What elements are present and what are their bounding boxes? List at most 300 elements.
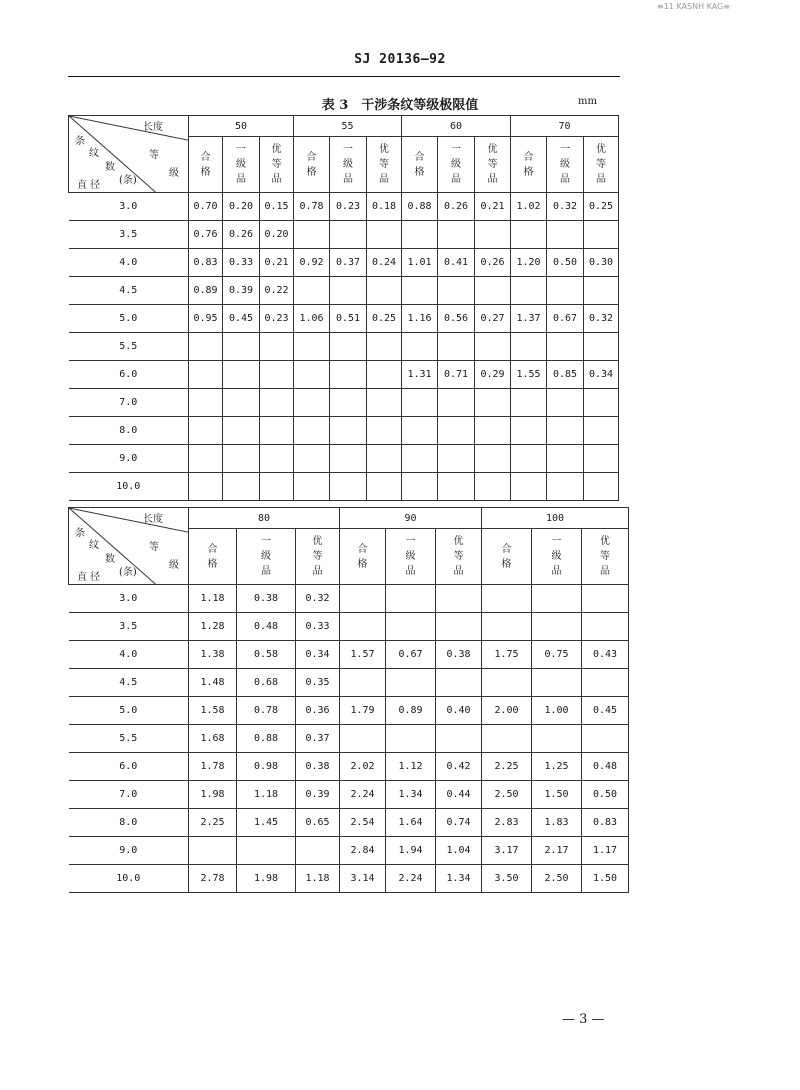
diameter-cell: 3.5 [69,613,189,641]
value-cell: 2.24 [386,865,436,893]
value-cell [438,333,475,361]
grade-label: 一 级 品 [261,536,271,577]
value-cell [436,613,482,641]
diameter-cell: 9.0 [69,445,189,473]
table-row [69,669,629,697]
value-cell: 0.75 [532,641,582,669]
table-row [69,585,629,613]
table-row [69,417,619,445]
diameter-cell: 4.5 [69,669,189,697]
value-cell: 0.65 [296,809,340,837]
value-cell [475,221,511,249]
value-cell: 1.78 [189,753,237,781]
value-cell: 1.50 [582,865,629,893]
value-cell: 0.71 [438,361,475,389]
table-row [69,249,619,277]
value-cell: 1.00 [532,697,582,725]
value-cell: 0.20 [260,221,294,249]
value-cell [532,725,582,753]
grade-label: 优 等 品 [379,144,390,185]
header-count-unit: (条) [119,175,137,186]
header-length: 长度 [143,122,163,133]
value-cell: 0.48 [237,613,296,641]
value-cell: 0.88 [237,725,296,753]
value-cell [584,277,619,305]
value-cell [584,221,619,249]
value-cell [475,445,511,473]
value-cell [582,725,629,753]
grade-label: 优 等 品 [271,144,282,185]
grade-header-first [223,137,260,193]
grade-label: 优 等 品 [312,536,323,577]
value-cell: 0.41 [438,249,475,277]
value-cell [330,445,367,473]
value-cell: 1.18 [189,585,237,613]
grade-header-qualified [189,137,223,193]
value-cell [402,333,438,361]
value-cell: 1.55 [511,361,547,389]
value-cell: 0.50 [582,781,629,809]
grade-header-first [386,529,436,585]
grade-label: 合 格 [207,543,218,570]
value-cell: 0.27 [475,305,511,333]
value-cell [438,221,475,249]
value-cell [340,725,386,753]
value-cell: 1.98 [189,781,237,809]
value-cell [511,389,547,417]
value-cell: 0.68 [237,669,296,697]
value-cell: 0.89 [386,697,436,725]
grade-header-first [237,529,296,585]
table-row [69,445,619,473]
value-cell [438,417,475,445]
value-cell: 1.18 [237,781,296,809]
grade-label: 一 级 品 [405,536,416,577]
header-grade-2: 级 [169,168,179,179]
value-cell [189,417,223,445]
value-cell: 0.32 [547,193,584,221]
header-count-unit: (条) [119,567,137,578]
value-cell [223,361,260,389]
value-cell: 3.17 [482,837,532,865]
value-cell [584,389,619,417]
value-cell [547,333,584,361]
value-cell [386,613,436,641]
value-cell: 2.83 [482,809,532,837]
value-cell [475,473,511,501]
grade-header-qualified [340,529,386,585]
value-cell: 0.29 [475,361,511,389]
length-header-row [69,508,629,529]
value-cell [547,473,584,501]
value-cell [386,725,436,753]
value-cell: 0.95 [189,305,223,333]
grade-header-first [330,137,367,193]
value-cell [330,417,367,445]
value-cell [260,361,294,389]
grade-label: 优 等 品 [453,536,464,577]
table-row [69,865,629,893]
value-cell [260,389,294,417]
value-cell [189,389,223,417]
value-cell: 2.50 [482,781,532,809]
value-cell: 1.34 [436,865,482,893]
grade-header-qualified [402,137,438,193]
header-count: 数 [105,554,115,565]
value-cell [330,361,367,389]
value-cell [438,277,475,305]
value-cell: 0.34 [296,641,340,669]
grade-label: 优 等 品 [600,536,611,577]
diameter-cell: 5.0 [69,697,189,725]
header-grade-2: 级 [169,560,179,571]
grade-header-qualified [294,137,330,193]
value-cell: 1.04 [436,837,482,865]
value-cell [367,417,402,445]
value-cell [532,613,582,641]
table-row [69,193,619,221]
table-row [69,473,619,501]
length-header-60: 60 [402,116,511,137]
value-cell: 0.21 [475,193,511,221]
value-cell: 0.23 [260,305,294,333]
grade-label: 合 格 [414,151,425,178]
value-cell: 0.43 [582,641,629,669]
table-row [69,613,629,641]
grade-label: 合 格 [523,151,534,178]
value-cell [532,669,582,697]
value-cell: 0.36 [296,697,340,725]
value-cell: 1.18 [296,865,340,893]
value-cell: 1.48 [189,669,237,697]
value-cell [260,333,294,361]
table-row [69,389,619,417]
value-cell [340,669,386,697]
length-header-90: 90 [340,508,482,529]
value-cell: 0.34 [584,361,619,389]
value-cell [260,445,294,473]
value-cell: 0.37 [296,725,340,753]
value-cell: 0.56 [438,305,475,333]
grade-label: 一 级 品 [560,144,571,185]
value-cell [330,277,367,305]
value-cell [294,417,330,445]
value-cell [482,669,532,697]
value-cell [294,445,330,473]
value-cell: 0.38 [237,585,296,613]
value-cell [582,613,629,641]
value-cell: 0.78 [294,193,330,221]
value-cell: 0.33 [223,249,260,277]
value-cell [367,221,402,249]
grade-header-superior [296,529,340,585]
value-cell [584,417,619,445]
length-header-55: 55 [294,116,402,137]
value-cell: 1.64 [386,809,436,837]
value-cell: 2.25 [189,809,237,837]
value-cell: 0.67 [547,305,584,333]
value-cell: 0.39 [296,781,340,809]
value-cell: 0.35 [296,669,340,697]
diameter-cell: 8.0 [69,417,189,445]
value-cell: 0.30 [584,249,619,277]
value-cell: 0.45 [223,305,260,333]
page-number: — 3 — [562,1012,605,1027]
value-cell: 0.15 [260,193,294,221]
grade-header-first [438,137,475,193]
grade-label: 合 格 [200,151,211,178]
value-cell: 1.98 [237,865,296,893]
value-cell: 0.67 [386,641,436,669]
value-cell [386,669,436,697]
value-cell: 2.00 [482,697,532,725]
value-cell: 2.17 [532,837,582,865]
value-cell: 0.48 [582,753,629,781]
grade-header-first [532,529,582,585]
header-count: 数 [105,162,115,173]
header-grade-1: 等 [149,542,159,553]
value-cell [340,613,386,641]
value-cell: 0.33 [296,613,340,641]
diameter-cell: 3.5 [69,221,189,249]
diameter-cell: 5.5 [69,725,189,753]
value-cell: 0.89 [189,277,223,305]
value-cell [330,473,367,501]
value-cell [294,389,330,417]
value-cell [189,333,223,361]
diameter-cell: 7.0 [69,389,189,417]
value-cell: 0.22 [260,277,294,305]
value-cell [386,585,436,613]
value-cell [294,473,330,501]
value-cell [402,389,438,417]
value-cell: 0.26 [438,193,475,221]
value-cell: 1.34 [386,781,436,809]
value-cell [402,277,438,305]
value-cell: 1.75 [482,641,532,669]
value-cell [547,221,584,249]
value-cell: 0.26 [475,249,511,277]
value-cell: 1.06 [294,305,330,333]
value-cell [584,445,619,473]
grade-label: 一 级 品 [236,144,246,185]
length-header-80: 80 [189,508,340,529]
value-cell [475,333,511,361]
diameter-cell: 3.0 [69,193,189,221]
value-cell [294,333,330,361]
grade-header-superior [582,529,629,585]
value-cell [584,333,619,361]
value-cell: 0.24 [367,249,402,277]
value-cell [330,333,367,361]
table-row [69,305,619,333]
value-cell [402,417,438,445]
table-row [69,809,629,837]
value-cell [340,585,386,613]
value-cell: 1.50 [532,781,582,809]
length-header-50: 50 [189,116,294,137]
value-cell: 0.98 [237,753,296,781]
value-cell [402,221,438,249]
value-cell: 0.18 [367,193,402,221]
value-cell: 2.84 [340,837,386,865]
value-cell: 2.25 [482,753,532,781]
value-cell: 1.68 [189,725,237,753]
table-title: 表 3 干涉条纹等级极限值 [321,98,479,113]
value-cell: 0.20 [223,193,260,221]
value-cell [223,473,260,501]
fringe-limit-table-2 [68,507,629,893]
value-cell: 0.85 [547,361,584,389]
grade-label: 一 级 品 [551,536,562,577]
header-fringe-1: 条 [75,528,85,539]
value-cell: 0.58 [237,641,296,669]
corner-watermark-text: ≡11 KASNH KAG≡ [657,2,730,11]
value-cell [189,473,223,501]
value-cell [482,585,532,613]
value-cell: 0.92 [294,249,330,277]
header-rule [68,76,620,77]
value-cell [532,585,582,613]
value-cell: 0.50 [547,249,584,277]
value-cell [511,473,547,501]
value-cell [547,277,584,305]
value-cell: 2.78 [189,865,237,893]
value-cell: 1.94 [386,837,436,865]
value-cell [330,389,367,417]
value-cell: 0.25 [367,305,402,333]
grade-header-superior [260,137,294,193]
value-cell: 0.23 [330,193,367,221]
value-cell: 0.74 [436,809,482,837]
value-cell: 2.54 [340,809,386,837]
value-cell: 1.83 [532,809,582,837]
value-cell [294,221,330,249]
value-cell: 1.38 [189,641,237,669]
value-cell [582,585,629,613]
diameter-cell: 5.0 [69,305,189,333]
value-cell: 0.83 [582,809,629,837]
value-cell [367,277,402,305]
value-cell [547,389,584,417]
value-cell [402,445,438,473]
value-cell [511,221,547,249]
value-cell [367,445,402,473]
value-cell: 2.24 [340,781,386,809]
diameter-cell: 3.0 [69,585,189,613]
value-cell [402,473,438,501]
value-cell: 0.70 [189,193,223,221]
length-header-70: 70 [511,116,619,137]
value-cell [436,725,482,753]
value-cell: 0.21 [260,249,294,277]
grade-header-qualified [189,529,237,585]
value-cell: 0.78 [237,697,296,725]
grade-label: 合 格 [357,543,368,570]
value-cell [438,473,475,501]
diameter-cell: 8.0 [69,809,189,837]
value-cell: 1.31 [402,361,438,389]
standard-number: SJ 20136—92 [354,52,446,67]
value-cell: 0.39 [223,277,260,305]
value-cell [223,445,260,473]
value-cell: 1.16 [402,305,438,333]
value-cell [436,585,482,613]
value-cell: 2.02 [340,753,386,781]
value-cell [438,445,475,473]
value-cell [482,725,532,753]
header-fringe-1: 条 [75,136,85,147]
table-row [69,753,629,781]
value-cell [189,361,223,389]
value-cell [475,277,511,305]
value-cell: 1.28 [189,613,237,641]
diameter-cell: 4.0 [69,641,189,669]
diameter-cell: 4.5 [69,277,189,305]
value-cell: 0.38 [296,753,340,781]
value-cell: 2.50 [532,865,582,893]
value-cell: 3.14 [340,865,386,893]
value-cell: 0.32 [584,305,619,333]
value-cell: 0.25 [584,193,619,221]
table-row [69,837,629,865]
diameter-cell: 6.0 [69,753,189,781]
length-header-row [69,116,619,137]
value-cell [237,837,296,865]
value-cell [367,361,402,389]
diameter-cell: 9.0 [69,837,189,865]
value-cell [367,389,402,417]
table-row [69,697,629,725]
grade-header-first [547,137,584,193]
length-header-100: 100 [482,508,629,529]
value-cell: 0.38 [436,641,482,669]
value-cell: 1.12 [386,753,436,781]
fringe-limit-table-1 [68,115,619,501]
header-length: 长度 [143,514,163,525]
table-row [69,221,619,249]
value-cell [223,389,260,417]
value-cell [260,417,294,445]
diameter-cell: 4.0 [69,249,189,277]
value-cell: 1.20 [511,249,547,277]
grade-header-superior [367,137,402,193]
grade-header-qualified [511,137,547,193]
table-row [69,781,629,809]
grade-label: 合 格 [306,151,317,178]
grade-label: 合 格 [501,543,512,570]
table-row [69,641,629,669]
header-diameter: 直 径 [77,572,101,583]
value-cell: 0.45 [582,697,629,725]
value-cell: 1.37 [511,305,547,333]
header-corner-cell [69,508,189,585]
diameter-cell: 5.5 [69,333,189,361]
value-cell: 1.57 [340,641,386,669]
value-cell [260,473,294,501]
value-cell [189,445,223,473]
header-fringe-2: 纹 [89,148,99,159]
value-cell: 0.51 [330,305,367,333]
header-diameter: 直 径 [77,180,101,191]
value-cell [511,277,547,305]
value-cell: 1.02 [511,193,547,221]
grade-header-qualified [482,529,532,585]
value-cell [584,473,619,501]
diameter-cell: 6.0 [69,361,189,389]
diameter-cell: 10.0 [69,865,189,893]
value-cell [367,473,402,501]
